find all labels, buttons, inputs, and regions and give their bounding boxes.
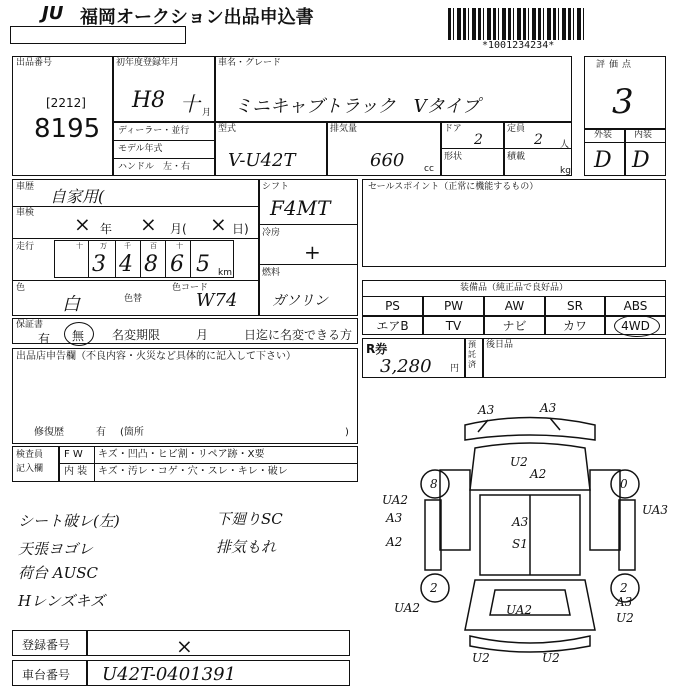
mark-a3-center: A3 bbox=[512, 515, 529, 529]
repair-yes: 有 bbox=[96, 427, 106, 438]
note-4: Hレンズキズ bbox=[18, 592, 105, 610]
mark-a3-bottom-right: A3 bbox=[616, 595, 633, 609]
inspection-day-unit: 日) bbox=[232, 222, 249, 236]
r-ticket-side-label: 預託済 bbox=[468, 340, 476, 369]
equip-navi: ナビ bbox=[484, 316, 545, 335]
note-3: 荷台 AUSC bbox=[18, 564, 98, 582]
sales-point-label: セールスポイント（正常に機能するもの） bbox=[368, 182, 539, 192]
mark-u2-top: U2 bbox=[510, 455, 528, 469]
lot-number: 8195 bbox=[34, 114, 101, 144]
score-label: 評価点 bbox=[596, 60, 636, 70]
repair-place: (箇所 bbox=[120, 427, 144, 438]
r-ticket-value: 3,280 bbox=[380, 356, 432, 377]
check-in-label: 内 装 bbox=[64, 466, 88, 477]
r-ticket-label: R券 bbox=[366, 342, 388, 356]
mark-a3-left: A3 bbox=[478, 403, 495, 417]
equip-abs: ABS bbox=[605, 296, 666, 316]
warranty-yes: 有 bbox=[38, 332, 51, 346]
mileage-scale-1: 十 bbox=[76, 242, 83, 250]
warranty-month-unit: 月 bbox=[196, 328, 209, 342]
fuel-value: ガソリン bbox=[272, 293, 328, 309]
mileage-digit-4: 6 bbox=[170, 252, 184, 277]
check-fw-label: F W bbox=[64, 449, 83, 460]
mileage-digit-2: 4 bbox=[119, 252, 133, 277]
4wd-circle-mark bbox=[614, 315, 660, 337]
fuel-label: 燃料 bbox=[262, 268, 281, 278]
handle-label: ハンドル 左・右 bbox=[118, 162, 191, 172]
displacement-label: 排気量 bbox=[330, 124, 358, 134]
registration-year: H8 bbox=[132, 88, 166, 113]
exterior-score: D bbox=[594, 148, 612, 173]
capacity-unit: 人 bbox=[560, 140, 570, 150]
color-code-label: 色コード bbox=[172, 283, 209, 293]
mark-ua2-bottom-center: UA2 bbox=[506, 603, 533, 617]
report-label: 出品店申告欄（不良内容・火災など具体的に記入して下さい） bbox=[16, 351, 296, 362]
doors-value: 2 bbox=[474, 132, 483, 148]
equipment-label: 装備品（純正品で良好品） bbox=[460, 283, 569, 293]
equip-leather: カワ bbox=[545, 316, 605, 335]
car-name-value: ミニキャブトラック Vタイプ bbox=[234, 96, 480, 117]
mark-s1-center: S1 bbox=[512, 537, 528, 551]
inspection-year: × bbox=[74, 212, 91, 236]
mark-u2-bottom-right2: U2 bbox=[542, 651, 560, 665]
mark-u2-bottom-left: U2 bbox=[472, 651, 490, 665]
form-title: 福岡オークション出品申込書 bbox=[80, 7, 314, 28]
extra-box-label: 後日品 bbox=[486, 340, 514, 350]
inspection-month: × bbox=[140, 212, 157, 236]
mileage-scale-2: 万 bbox=[100, 242, 107, 250]
logo: JU bbox=[42, 3, 64, 24]
mark-u2-bottom-right: U2 bbox=[616, 611, 634, 625]
usage-label: 車歴 bbox=[16, 182, 35, 192]
inspection-day: × bbox=[210, 212, 227, 236]
loading-unit: kg bbox=[560, 166, 571, 176]
note-1: シート破レ(左) bbox=[18, 512, 120, 530]
barcode-number: *1001234234* bbox=[482, 40, 555, 51]
equip-ps: PS bbox=[362, 296, 423, 316]
check-label-2: 記入欄 bbox=[16, 464, 44, 474]
plate-value: × bbox=[176, 634, 193, 658]
check-label-1: 検査員 bbox=[16, 450, 44, 460]
mark-a2-left-side: A2 bbox=[386, 535, 403, 549]
displacement-unit: cc bbox=[424, 164, 434, 174]
note-right-1: 下廻りSC bbox=[216, 510, 283, 528]
mileage-scale-4: 百 bbox=[150, 242, 157, 250]
repair-label: 修復歴 bbox=[34, 427, 64, 438]
model-value: V-U42T bbox=[228, 150, 296, 171]
equip-tv: TV bbox=[423, 316, 484, 335]
model-label: 型式 bbox=[218, 124, 237, 134]
chassis-value: U42T-0401391 bbox=[102, 664, 237, 685]
note-right-2: 排気もれ bbox=[216, 538, 277, 556]
check-in-items: キズ・汚レ・コゲ・穴・スレ・キレ・破レ bbox=[98, 466, 288, 477]
mark-ua2-left: UA2 bbox=[382, 493, 409, 507]
score-value: 3 bbox=[612, 82, 634, 122]
mark-ua2-bottom-left: UA2 bbox=[394, 601, 421, 615]
aircon-label: 冷房 bbox=[262, 228, 281, 238]
lot-sub-number: [2212] bbox=[46, 96, 86, 110]
equip-pw: PW bbox=[423, 296, 484, 316]
mileage-unit: km bbox=[218, 268, 232, 278]
warranty-label: 保証書 bbox=[16, 320, 44, 330]
displacement-value: 660 bbox=[370, 150, 405, 171]
warranty-no-circle bbox=[64, 322, 94, 346]
color-label: 色 bbox=[16, 283, 26, 293]
wheel-rr-mark: 2 bbox=[620, 581, 628, 595]
warranty-date-note: 日迄に名変できる方 bbox=[244, 328, 353, 342]
mileage-digit-3: 8 bbox=[144, 252, 158, 277]
interior-label: 内装 bbox=[634, 130, 653, 140]
dealer-label: ディーラー・並行 bbox=[118, 126, 190, 136]
shape-label: 形状 bbox=[444, 152, 463, 162]
equip-4wd: 4WD bbox=[605, 316, 666, 335]
lot-label: 出品番号 bbox=[16, 58, 53, 68]
mark-a3-left-side: A3 bbox=[386, 511, 403, 525]
plate-label: 登録番号 bbox=[22, 638, 71, 652]
car-damage-diagram bbox=[380, 400, 680, 668]
shift-label: シフト bbox=[262, 182, 290, 192]
equip-aw: AW bbox=[484, 296, 545, 316]
registration-month: 十 bbox=[180, 92, 200, 116]
usage-value: 自家用( bbox=[50, 187, 105, 206]
warranty-period-label: 名変期限 bbox=[112, 328, 161, 342]
equip-sr: SR bbox=[545, 296, 605, 316]
inspection-year-unit: 年 bbox=[100, 222, 113, 236]
mileage-label: 走行 bbox=[16, 242, 35, 252]
month-unit: 月 bbox=[202, 108, 212, 118]
mark-a2-top: A2 bbox=[530, 467, 547, 481]
capacity-value: 2 bbox=[534, 132, 543, 148]
note-2: 天張ヨゴレ bbox=[18, 540, 94, 558]
equip-airbag: エアB bbox=[362, 316, 423, 335]
r-ticket-unit: 円 bbox=[450, 364, 460, 374]
shift-value: F4MT bbox=[270, 196, 331, 220]
capacity-label: 定員 bbox=[507, 124, 526, 134]
doors-label: ドア bbox=[444, 124, 462, 134]
registration-label: 初年度登録年月 bbox=[116, 58, 180, 68]
interior-score: D bbox=[632, 148, 650, 173]
wheel-fr-mark: 0 bbox=[620, 477, 628, 491]
mark-a3-right: A3 bbox=[540, 401, 557, 415]
chassis-label: 車台番号 bbox=[22, 668, 71, 682]
mileage-scale-5: 十 bbox=[176, 242, 183, 250]
mileage-digit-1: 3 bbox=[92, 252, 106, 277]
check-fw-items: キズ・凹凸・ヒビ割・リペア跡・X要 bbox=[98, 449, 265, 460]
wheel-rl-mark: 2 bbox=[430, 581, 438, 595]
inspection-month-unit: 月( bbox=[170, 222, 187, 236]
model-year-label: モデル年式 bbox=[118, 144, 163, 154]
warranty-no: 無 bbox=[72, 329, 85, 343]
header-strip bbox=[10, 26, 186, 44]
sales-point-box bbox=[362, 179, 666, 267]
aircon-value: + bbox=[304, 240, 321, 264]
mileage-scale-3: 千 bbox=[124, 242, 131, 250]
color-change-label: 色替 bbox=[124, 294, 143, 304]
color-code-value: W74 bbox=[196, 290, 238, 311]
car-name-label: 車名・グレード bbox=[218, 58, 282, 68]
loading-label: 積載 bbox=[507, 152, 526, 162]
exterior-label: 外装 bbox=[594, 130, 613, 140]
color-value: 白 bbox=[62, 294, 80, 315]
mark-ua3-right: UA3 bbox=[642, 503, 669, 517]
wheel-fl-mark: 8 bbox=[430, 477, 438, 491]
repair-close: ) bbox=[345, 427, 349, 438]
mileage-digit-5: 5 bbox=[196, 252, 210, 277]
inspection-label: 車検 bbox=[16, 208, 35, 218]
barcode bbox=[448, 8, 584, 40]
